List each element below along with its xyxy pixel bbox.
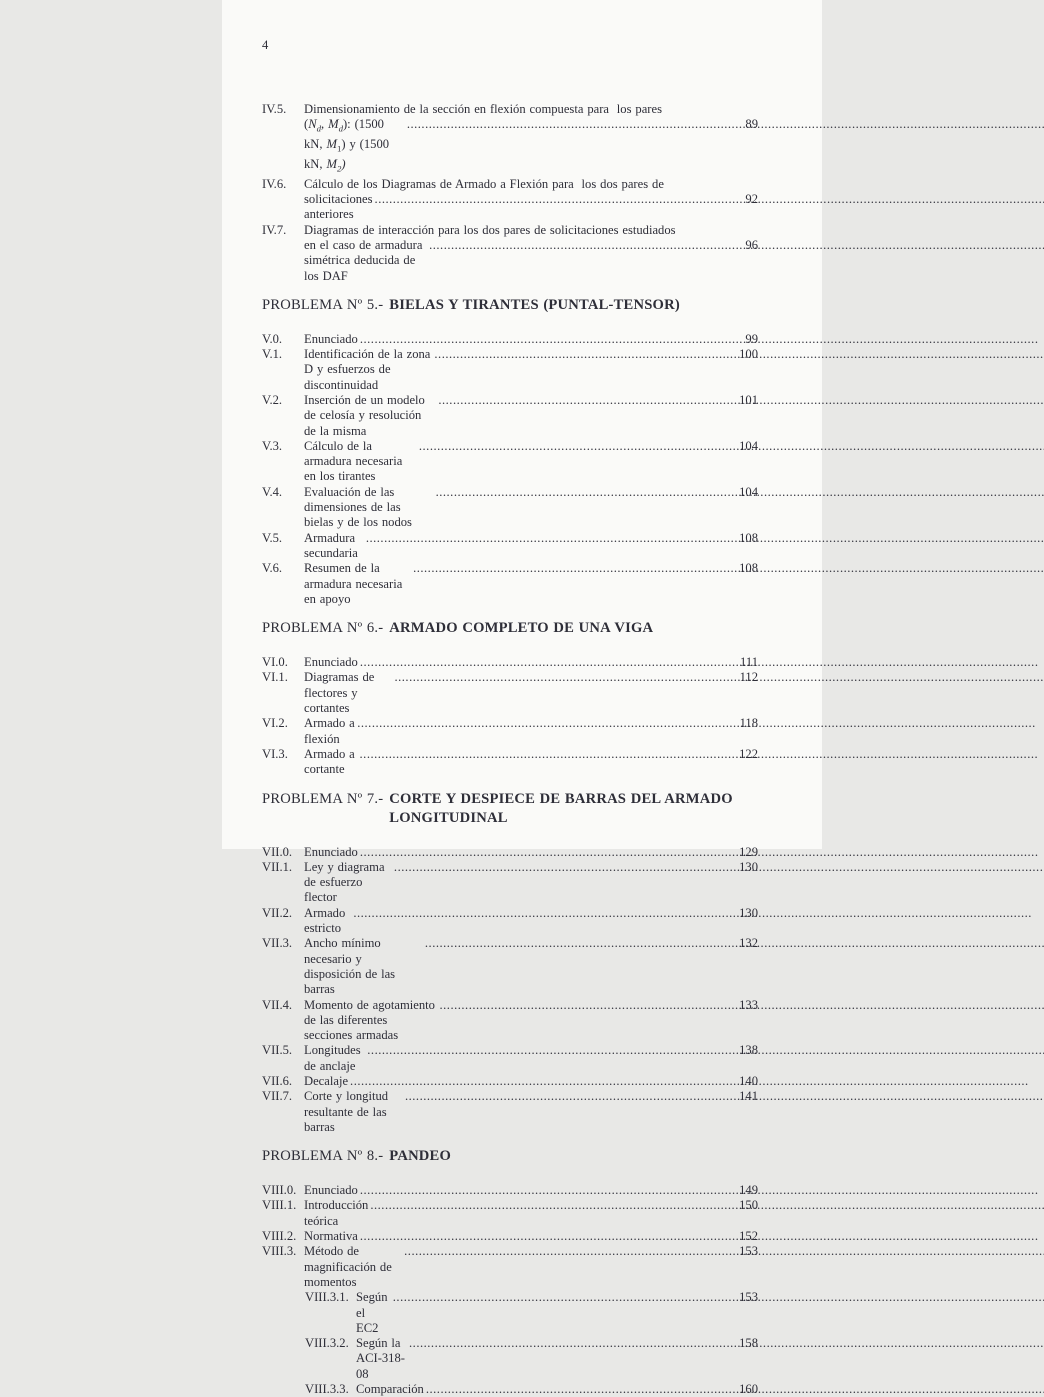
entry-number: VIII.1. (262, 1198, 297, 1213)
toc-entry-line (262, 1198, 758, 1229)
entry-page: 149 (739, 1183, 758, 1198)
entry-number: VIII.2. (262, 1229, 297, 1244)
entry-title: Dimensionamiento de la sección en flexión compuesta para los pares (304, 102, 662, 116)
entry-page: 111 (740, 655, 758, 670)
entry-number: VII.4. (262, 997, 293, 1012)
toc-entry-line (262, 1074, 758, 1089)
entry-title: Armado a flexión (304, 716, 359, 746)
section-heading-title (389, 790, 732, 828)
section-heading-title (389, 619, 653, 638)
entry-page: 130 (739, 859, 758, 874)
entry-page: 138 (739, 1043, 758, 1058)
dot-leader (360, 1229, 726, 1244)
toc-entry-line (262, 177, 758, 192)
dot-leader (360, 747, 726, 762)
dot-leader (409, 1336, 726, 1351)
entry-page: 129 (739, 844, 758, 859)
toc-entry-line (262, 1043, 758, 1074)
entry-page: 112 (739, 670, 758, 685)
dot-leader (407, 117, 726, 132)
toc-entry-line (262, 845, 758, 860)
entry-title: Enunciado (304, 655, 362, 670)
entry-number: IV.7. (262, 222, 287, 237)
toc-entry-line (262, 670, 758, 716)
entry-title: Normativa (304, 1229, 362, 1244)
toc-entry-line (262, 936, 758, 997)
entry-page: 133 (739, 997, 758, 1012)
entry-number: V.0. (262, 331, 283, 346)
entry-title: Inserción de un modelo de celosía y resolución de la misma (304, 393, 429, 438)
entry-number: VI.1. (262, 670, 288, 685)
entry-number: V.1. (262, 347, 283, 362)
entry-page: 104 (739, 484, 758, 499)
entry-title: Cálculo de la armadura necesaria en los tirantes (304, 438, 407, 484)
entry-page: 89 (745, 117, 758, 132)
entry-title: Ancho mínimo necesario y disposición de las barras (304, 936, 399, 997)
page-number: 4 (262, 38, 269, 52)
toc-entry-line (262, 561, 758, 607)
toc-entry-line (262, 1229, 758, 1244)
section-heading-title-line: PANDEO (389, 1148, 452, 1165)
dot-leader (429, 238, 726, 253)
entry-page: 153 (739, 1290, 758, 1305)
entry-number: VI.2. (262, 716, 288, 731)
toc-entry-line (262, 1183, 758, 1198)
entry-title: Enunciado (304, 1183, 362, 1198)
entry-title: solicitaciones anteriores (304, 192, 381, 222)
entry-number: V.3. (262, 438, 283, 453)
dot-leader (353, 906, 726, 921)
toc-entry-line (262, 1290, 758, 1336)
entry-title: Cálculo de los Diagramas de Armado a Flexión para los dos pares de (304, 176, 664, 191)
section-heading (262, 790, 758, 828)
section-heading-prefix: PROBLEMA Nº 6.- (262, 620, 384, 637)
scanned-toc-page (222, 0, 822, 1397)
entry-number: VIII.3.1. (305, 1290, 349, 1305)
entry-number: V.2. (262, 393, 283, 407)
entry-number: V.5. (262, 530, 283, 545)
entry-number: V.6. (262, 561, 283, 576)
entry-title: Comparación (356, 1382, 428, 1397)
section-heading (262, 296, 758, 315)
dot-leader (360, 655, 726, 670)
table-of-contents (262, 102, 758, 1397)
entry-number: VIII.3. (262, 1244, 297, 1259)
toc-entry-line (262, 1089, 758, 1135)
dot-leader (367, 1043, 726, 1058)
dot-leader (357, 716, 726, 731)
dot-leader (426, 1382, 726, 1397)
entry-page: 153 (739, 1244, 758, 1259)
toc-entry-line (262, 906, 758, 937)
dot-leader (360, 332, 726, 347)
toc-entry-line (262, 716, 758, 747)
entry-title: Enunciado (304, 844, 362, 859)
dot-leader (436, 485, 726, 500)
entry-page: 122 (739, 746, 758, 761)
dot-leader (425, 936, 726, 951)
dot-leader (394, 670, 726, 685)
section-heading-title (389, 296, 680, 315)
entry-page: 108 (739, 561, 758, 576)
section-heading-title-line: BIELAS Y TIRANTES (PUNTAL-TENSOR) (389, 296, 680, 313)
entry-number: IV.6. (262, 176, 287, 191)
dot-leader (375, 192, 726, 207)
section-heading-title-line: CORTE Y DESPIECE DE BARRAS DEL ARMADO (389, 790, 733, 807)
entry-title: Ley y diagrama de esfuerzo flector (304, 859, 389, 905)
entry-title: Según el EC2 (356, 1290, 392, 1335)
entry-number: V.4. (262, 484, 283, 499)
toc-entry-line (262, 747, 758, 778)
entry-page: 118 (739, 716, 758, 731)
toc-entry-line (262, 102, 758, 117)
section-heading-prefix: PROBLEMA Nº 5.- (262, 296, 384, 313)
dot-leader (440, 998, 727, 1013)
dot-leader (393, 1290, 726, 1305)
toc-entry-line (262, 223, 758, 238)
entry-title: Momento de agotamiento de las diferentes secciones armadas (304, 997, 439, 1043)
entry-title: Resumen de la armadura necesaria en apoyo (304, 561, 407, 606)
dot-leader (360, 845, 726, 860)
entry-title: Según la ACI-318-08 (356, 1336, 405, 1381)
toc-entry-line (262, 347, 758, 393)
entry-number: VIII.3.3. (305, 1382, 349, 1397)
toc-entry-line (262, 117, 758, 176)
toc-entry-line (262, 485, 758, 531)
toc-entry-line (262, 439, 758, 485)
entry-title: Armadura secundaria (304, 530, 362, 560)
toc-entry-line (262, 1336, 758, 1382)
dot-leader (394, 860, 726, 875)
entry-page: 152 (739, 1229, 758, 1244)
section-heading-prefix: PROBLEMA Nº 8.- (262, 1148, 384, 1165)
section-heading (262, 1147, 758, 1166)
entry-page: 101 (739, 393, 758, 407)
section-heading (262, 619, 758, 638)
entry-title: Armado estricto (304, 905, 350, 936)
entry-number: VII.0. (262, 844, 293, 859)
entry-number: VIII.3.2. (305, 1336, 349, 1351)
entry-title: Enunciado (304, 331, 362, 346)
entry-number: VII.6. (262, 1073, 293, 1088)
entry-title: Evaluación de las dimensiones de las bielas y de los nodos (304, 484, 412, 530)
toc-entry-line (262, 531, 758, 562)
entry-number: VII.7. (262, 1089, 293, 1104)
entry-page: 130 (739, 905, 758, 920)
dot-leader (370, 1198, 726, 1213)
entry-number: VII.5. (262, 1043, 293, 1058)
entry-title: Diagramas de interacción para los dos pares de solicitaciones estudiados (304, 222, 676, 237)
dot-leader (404, 1244, 726, 1259)
dot-leader (434, 347, 726, 362)
dot-leader (350, 1074, 726, 1089)
toc-entry-line (262, 655, 758, 670)
entry-title: Introducción teórica (304, 1198, 373, 1228)
entry-page: 158 (739, 1336, 758, 1351)
entry-page: 150 (739, 1198, 758, 1213)
entry-page: 100 (739, 347, 758, 362)
toc-entry-line (262, 192, 758, 223)
entry-page: 96 (745, 237, 758, 252)
entry-page: 160 (739, 1382, 758, 1397)
entry-page: 99 (745, 331, 758, 346)
entry-title: Diagramas de flectores y cortantes (304, 670, 379, 716)
toc-entry-line (262, 998, 758, 1044)
toc-entry-line (262, 332, 758, 347)
dot-leader (438, 393, 726, 408)
dot-leader (413, 561, 726, 576)
toc-entry-line (262, 1244, 758, 1290)
entry-title: Identificación de la zona D y esfuerzos de discontinuidad (304, 347, 435, 392)
section-heading-prefix: PROBLEMA Nº 7.- (262, 790, 384, 807)
entry-title: en el caso de armadura simétrica deducida de los DAF (304, 237, 427, 283)
toc-entry-line (262, 238, 758, 284)
toc-entry-line (262, 860, 758, 906)
section-heading-title-line: ARMADO COMPLETO DE UNA VIGA (389, 620, 654, 637)
section-heading-title-line: LONGITUDINAL (389, 809, 508, 826)
entry-number: IV.5. (262, 102, 287, 116)
dot-leader (366, 531, 726, 546)
entry-title: ($N_d$, $M_d$): (1500 kN, $M_1$) y (1500 kN, $M_2$) (304, 117, 393, 174)
entry-number: VII.1. (262, 859, 293, 874)
entry-title: Corte y longitud resultante de las barras (304, 1089, 392, 1134)
entry-page: 92 (745, 192, 758, 207)
entry-number: VI.3. (262, 746, 288, 761)
dot-leader (405, 1089, 726, 1104)
entry-number: VI.0. (262, 655, 288, 670)
dot-leader (360, 1183, 726, 1198)
entry-page: 141 (739, 1089, 758, 1104)
section-heading-title (389, 1147, 451, 1166)
entry-title: Armado a cortante (304, 746, 359, 777)
entry-title: Método de magnificación de momentos (304, 1244, 396, 1289)
entry-page: 132 (739, 936, 758, 951)
toc-entry-line (262, 1382, 758, 1397)
entry-number: VII.2. (262, 905, 293, 920)
entry-page: 104 (739, 438, 758, 453)
entry-title: Longitudes de anclaje (304, 1043, 365, 1073)
entry-number: VII.3. (262, 936, 293, 951)
toc-entry-line (262, 393, 758, 439)
dot-leader (419, 439, 726, 454)
entry-title: Decalaje (304, 1073, 352, 1088)
entry-number: VIII.0. (262, 1183, 297, 1198)
entry-page: 140 (739, 1073, 758, 1088)
entry-page: 108 (739, 530, 758, 545)
